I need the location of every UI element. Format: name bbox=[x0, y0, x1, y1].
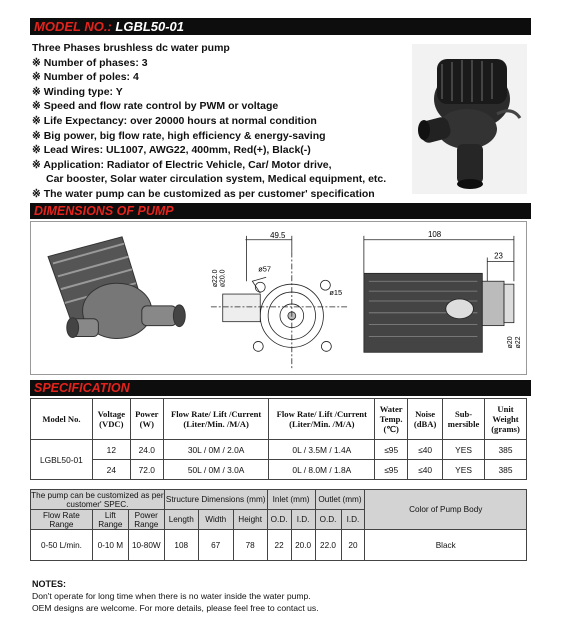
dim-23: 23 bbox=[494, 251, 503, 261]
custom-header: The pump can be customized as per customer' SPEC. bbox=[31, 490, 164, 509]
dim-20: ø20.0 bbox=[219, 269, 227, 288]
feature-item: ※ Speed and flow rate control by PWM or voltage bbox=[32, 100, 279, 113]
col-submersible: Sub- mersible bbox=[443, 399, 485, 440]
feature-item: ※ Application: Radiator of Electric Vehicle, Car/ Motor drive, bbox=[32, 158, 332, 171]
sub-header: Height bbox=[233, 510, 267, 530]
cell: 22.0 bbox=[315, 530, 341, 561]
cell: ≤95 bbox=[375, 440, 408, 460]
note-line: Don't operate for long time when there is no water inside the water pump. bbox=[32, 591, 311, 601]
cell: 30L / 0M / 2.0A bbox=[163, 440, 269, 460]
feature-item: ※ Winding type: Y bbox=[32, 85, 123, 98]
cell: 20.0 bbox=[291, 530, 315, 561]
structure-header: Structure Dimensions (mm) bbox=[164, 490, 267, 510]
feature-item: ※ The water pump can be customized as per customer' specification bbox=[32, 187, 375, 200]
cell: 20 bbox=[341, 530, 365, 561]
sub-header: O.D. bbox=[315, 510, 341, 530]
front-view bbox=[211, 236, 349, 370]
model-label: MODEL NO.: bbox=[34, 19, 112, 34]
dim-49-5: 49.5 bbox=[270, 230, 286, 240]
col-model: Model No. bbox=[31, 399, 93, 440]
dim-22: ø22.0 bbox=[211, 269, 219, 288]
pump-sketch bbox=[48, 237, 185, 339]
model-cell: LGBL50-01 bbox=[31, 440, 93, 480]
custom-spec-table bbox=[30, 489, 527, 561]
model-header bbox=[30, 18, 531, 35]
pump-photo bbox=[412, 44, 527, 194]
sub-header: I.D. bbox=[341, 510, 365, 530]
cell: 385 bbox=[485, 440, 527, 460]
cell: 108 bbox=[164, 530, 198, 561]
cell: 0L / 8.0M / 1.8A bbox=[269, 460, 375, 480]
col-weight: Unit Weight (grams) bbox=[485, 399, 527, 440]
cell: 22 bbox=[267, 530, 291, 561]
feature-item: ※ Lead Wires: UL1007, AWG22, 400mm, Red(+), Black(-) bbox=[32, 144, 311, 157]
cell: 67 bbox=[198, 530, 233, 561]
cell: 385 bbox=[485, 460, 527, 480]
cell: 24 bbox=[92, 460, 130, 480]
cell: 72.0 bbox=[130, 460, 163, 480]
specification-header: SPECIFICATION bbox=[30, 380, 531, 396]
col-noise: Noise (dBA) bbox=[408, 399, 443, 440]
col-flow-closed: Flow Rate/ Lift /Current (Liter/Min. /M/A) bbox=[269, 399, 375, 440]
cell: 0-50 L/min. bbox=[31, 530, 93, 561]
feature-item: ※ Number of poles: 4 bbox=[32, 71, 139, 84]
sub-header: Lift Range bbox=[92, 510, 128, 530]
col-power: Power (W) bbox=[130, 399, 163, 440]
spec-table bbox=[30, 398, 527, 480]
col-voltage: Voltage (VDC) bbox=[92, 399, 130, 440]
dimensions-drawing bbox=[30, 221, 527, 375]
cell: 10-80W bbox=[128, 530, 164, 561]
sub-header: Width bbox=[198, 510, 233, 530]
feature-item: ※ Life Expectancy: over 20000 hours at normal condition bbox=[32, 114, 317, 127]
intro-title: Three Phases brushless dc water pump bbox=[32, 42, 230, 54]
table-row bbox=[31, 440, 527, 460]
color-header: Color of Pump Body bbox=[365, 490, 527, 530]
feature-item: ※ Big power, big flow rate, high efficiency & energy-saving bbox=[32, 129, 326, 142]
col-flow-open: Flow Rate/ Lift /Current (Liter/Min. /M/A) bbox=[163, 399, 269, 440]
feature-item: Car booster, Solar water circulation system, Medical equipment, etc. bbox=[46, 173, 387, 186]
model-number: LGBL50-01 bbox=[115, 19, 185, 34]
cell: ≤95 bbox=[375, 460, 408, 480]
cell: 0-10 M bbox=[92, 530, 128, 561]
side-view bbox=[364, 236, 514, 352]
dim-57: ø57 bbox=[258, 264, 272, 274]
dimensions-header: DIMENSIONS OF PUMP bbox=[30, 203, 531, 219]
feature-item: ※ Number of phases: 3 bbox=[32, 56, 148, 69]
cell: 50L / 0M / 3.0A bbox=[163, 460, 269, 480]
dim-15: ø15 bbox=[329, 288, 343, 298]
cell: YES bbox=[443, 440, 485, 460]
sub-header: Power Range bbox=[128, 510, 164, 530]
table-row bbox=[31, 460, 527, 480]
sub-header: I.D. bbox=[291, 510, 315, 530]
outlet-header: Outlet (mm) bbox=[315, 490, 365, 510]
sub-header: Length bbox=[164, 510, 198, 530]
note-line: OEM designs are welcome. For more details, please feel free to contact us. bbox=[32, 603, 319, 613]
sub-header: O.D. bbox=[267, 510, 291, 530]
cell: 24.0 bbox=[130, 440, 163, 460]
notes-block bbox=[32, 578, 319, 614]
cell: 12 bbox=[92, 440, 130, 460]
dim-108: 108 bbox=[428, 229, 442, 239]
cell: ≤40 bbox=[408, 460, 443, 480]
inlet-header: Inlet (mm) bbox=[267, 490, 315, 510]
table-row bbox=[31, 530, 527, 561]
cell: 0L / 3.5M / 1.4A bbox=[269, 440, 375, 460]
intro-block bbox=[32, 41, 412, 202]
cell: YES bbox=[443, 460, 485, 480]
dim-22b: ø22 bbox=[514, 336, 522, 349]
dim-20b: ø20 bbox=[506, 336, 514, 349]
col-temp: Water Temp. (℃) bbox=[375, 399, 408, 440]
cell: 78 bbox=[233, 530, 267, 561]
notes-title: NOTES: bbox=[32, 579, 67, 589]
sub-header: Flow Rate Range bbox=[31, 510, 93, 530]
cell: ≤40 bbox=[408, 440, 443, 460]
cell: Black bbox=[365, 530, 527, 561]
